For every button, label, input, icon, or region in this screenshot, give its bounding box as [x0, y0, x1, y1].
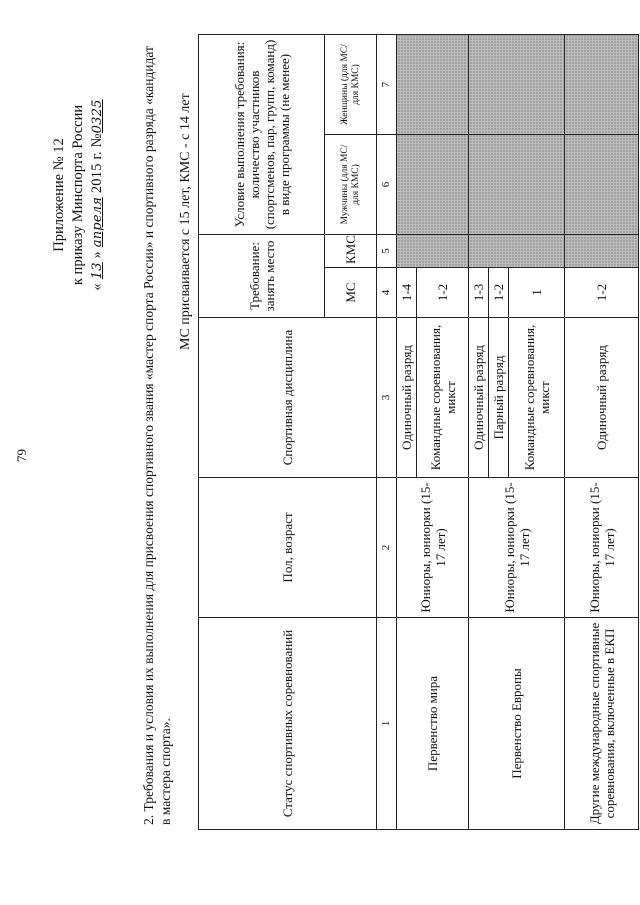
- place-requirement-header: Требование: занять место: [199, 234, 325, 317]
- discipline-cell: Одиночный разряд: [397, 318, 417, 478]
- requirements-table: [198, 34, 639, 830]
- age-cell: Юниоры, юниорки (15-17 лет): [397, 478, 469, 618]
- column-numbers-row: [377, 34, 397, 829]
- kms-shaded-cell: [565, 234, 639, 267]
- date-prefix: «: [89, 283, 105, 291]
- appendix-title: Приложение № 12: [51, 138, 67, 252]
- col-number: 3: [377, 318, 397, 478]
- page-number: 79: [14, 449, 29, 462]
- col-number: 5: [377, 234, 397, 267]
- women-shaded-cell: [565, 34, 639, 134]
- age-note: МС присваивается с 15 лет, КМС - с 14 лет: [178, 93, 193, 350]
- ms-cell: 1-2: [565, 268, 639, 318]
- discipline-cell: Одиночный разряд: [469, 318, 489, 478]
- ms-cell: 1-2: [417, 268, 469, 318]
- age-cell: Юниоры, юниорки (15-17 лет): [565, 478, 639, 618]
- ms-cell: 1-3: [469, 268, 489, 318]
- col-number: 6: [377, 134, 397, 234]
- date-year: 2015 г. №: [89, 133, 105, 194]
- status-cell: Первенство Европы: [469, 618, 565, 830]
- table-row: [397, 34, 417, 829]
- kms-shaded-cell: [469, 234, 565, 267]
- discipline-header: Спортивная дисциплина: [199, 318, 377, 478]
- discipline-cell: Одиночный разряд: [565, 318, 639, 478]
- order-number: 0325: [90, 99, 105, 134]
- discipline-cell: Командные соревнования, микст: [509, 318, 565, 478]
- intro-text: 2. Требования и условия их выполнения для присвоения спортивного звания «мастер спорта России» и спортивного разряда «кандидат в мастера спорта».: [141, 46, 173, 825]
- col-number: 4: [377, 268, 397, 318]
- women-shaded-cell: [469, 34, 565, 134]
- women-shaded-cell: [397, 34, 469, 134]
- table-row: [565, 34, 639, 829]
- order-reference: к приказу Минспорта России: [70, 104, 86, 286]
- col-number: 2: [377, 478, 397, 618]
- col-number: 7: [377, 34, 397, 134]
- date-day: 13: [90, 262, 105, 280]
- ms-cell: 1-2: [489, 268, 509, 318]
- table-row: [469, 34, 489, 829]
- status-cell: Первенство мира: [397, 618, 469, 830]
- kms-shaded-cell: [397, 234, 469, 267]
- discipline-cell: Командные соревнования, микст: [417, 318, 469, 478]
- ms-cell: 1: [509, 268, 565, 318]
- ms-header: МС: [325, 268, 377, 318]
- age-header: Пол, возраст: [199, 478, 377, 618]
- discipline-cell: Парный разряд: [489, 318, 509, 478]
- date-mid: »: [89, 251, 105, 259]
- men-header: Мужчины (для МС/для КМС): [325, 134, 377, 234]
- header-row: [199, 34, 325, 829]
- age-cell: Юниоры, юниорки (15-17 лет): [469, 478, 565, 618]
- ms-cell: 1-4: [397, 268, 417, 318]
- men-shaded-cell: [565, 134, 639, 234]
- order-date-line: [88, 25, 107, 365]
- men-shaded-cell: [469, 134, 565, 234]
- condition-header: Условие выполнения требования: количество участников (спортсменов, пар, групп, команд) в виде программы (не менее): [199, 34, 325, 234]
- men-shaded-cell: [397, 134, 469, 234]
- status-cell: Другие международные спортивные соревнования, включенные в ЕКП: [565, 618, 639, 830]
- col-number: 1: [377, 618, 397, 830]
- women-header: Женщины (для МС/для КМС): [325, 34, 377, 134]
- kms-header: КМС: [325, 234, 377, 267]
- status-header: Статус спортивных соревнований: [199, 618, 377, 830]
- document-header: [50, 25, 107, 365]
- date-month: апреля: [90, 196, 105, 248]
